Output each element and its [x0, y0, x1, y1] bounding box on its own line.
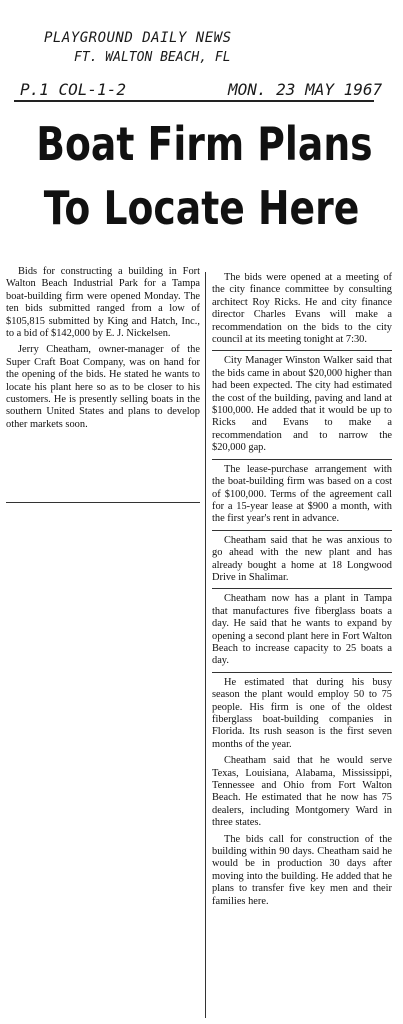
paragraph: Cheatham said that he would serve Texas, Louisiana, Alabama, Mississippi, Tennessee and Ohio from Fort Walton Beach. He estimated that he now has 75 dealers, including Montgomery Ward in three states. — [212, 755, 392, 829]
paragraph: He estimated that during his busy season the plant would employ 50 to 75 people. His firm is one of the oldest fiberglass boat-building companies in Florida. Its rush season is the first seven months of the year. — [212, 676, 392, 750]
handwritten-city: FT. WALTON BEACH, FL — [74, 50, 231, 65]
handwritten-underline — [14, 100, 374, 102]
paragraph-rule — [212, 672, 392, 673]
headline-line-1: Boat Firm Plans — [36, 117, 373, 171]
paragraph: The lease-purchase arrangement with the boat-building firm was based on a cost of $100,000. Terms of the agreement call for a 15-year lease at $900 a month, with the first year's rent in advance. — [212, 463, 392, 525]
article-column-right — [212, 272, 392, 912]
headline — [36, 112, 373, 240]
paragraph-rule — [212, 350, 392, 351]
handwritten-date: MON. 23 MAY 1967 — [228, 80, 383, 99]
paragraph-rule — [212, 588, 392, 589]
column-divider — [205, 272, 206, 1018]
paragraph: The bids call for construction of the building within 90 days. Cheatham said he would be in production 30 days after moving into the building. He added that he plans to transfer five key men and their families here. — [212, 833, 392, 907]
article-column-left — [6, 266, 200, 435]
paragraph-rule — [212, 530, 392, 531]
paragraph-rule — [212, 459, 392, 460]
paragraph: City Manager Winston Walker said that the bids came in about $20,000 higher than had been expected. The city had estimated the cost of the building, paving and land at $100,000. He added that it would be up to Ricks and Evans to make a recommendation and to narrow the $20,000 gap. — [212, 355, 392, 454]
handwritten-page-column: P.1 COL-1-2 — [20, 80, 126, 99]
paragraph: Cheatham now has a plant in Tampa that manufactures five fiberglass boats a day. He said that he wants to expand by opening a second plant here in Fort Walton Beach to increase capacity to 25 boats a day. — [212, 593, 392, 667]
paragraph: Cheatham said that he was anxious to go ahead with the new plant and has already bought a home at 18 Longwood Drive in Shalimar. — [212, 534, 392, 583]
paragraph: Jerry Cheatham, owner-manager of the Super Craft Boat Company, was on hand for the opening of the bids. He stated he wants to locate his plant here so as to be closer to his customers. He is presently selling boats in the southern United States and plans to develop other markets soon. — [6, 344, 200, 430]
paragraph: Bids for constructing a building in Fort Walton Beach Industrial Park for a Tampa boat-building firm were opened Monday. The ten bids submitted ranged from a low of $105,815 submitted by King and Hatch, Inc., to a bid of $142,000 by E. J. Nickelsen. — [6, 266, 200, 340]
handwritten-newspaper-name: PLAYGROUND DAILY NEWS — [44, 30, 232, 46]
paragraph: The bids were opened at a meeting of the city finance committee by consulting architect Roy Ricks. He and city finance director Charles Evans will make a recommendation on the bids to the city council at its meeting tonight at 7:30. — [212, 272, 392, 346]
column-end-rule — [6, 502, 200, 503]
headline-line-2: To Locate Here — [43, 181, 360, 235]
